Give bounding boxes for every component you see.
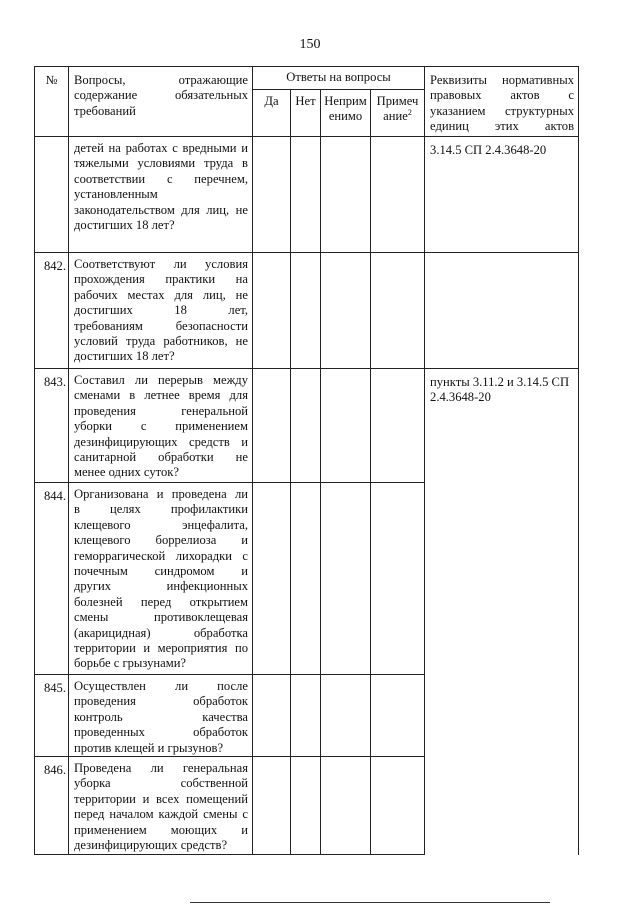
- header-yes: Да: [253, 90, 291, 137]
- question-line: смены противоклещевая: [74, 610, 248, 625]
- requisites-cell: [425, 369, 579, 483]
- header-not-applicable: Неприм енимо: [321, 90, 371, 137]
- answer-note-cell: [371, 757, 425, 855]
- question-line: (акарицидная) обработка: [74, 625, 248, 640]
- question-line: детей на работах с вредными и: [74, 141, 248, 155]
- row-number: 843.: [35, 369, 69, 483]
- question-line: борьбе с грызунами?: [74, 656, 187, 671]
- answer-note-cell: [371, 253, 425, 369]
- question-line: соответствии с перечнем,: [74, 171, 248, 186]
- answer-yes-cell: [253, 757, 291, 855]
- answer-yes-cell: [253, 369, 291, 483]
- answer-no-cell: [291, 757, 321, 855]
- question-line: уборка собственной: [74, 776, 248, 791]
- question-line: геморрагической лихорадки с: [74, 548, 248, 563]
- question-line: Организована и проведена ли: [74, 487, 248, 501]
- question-line: проведенных обработок: [74, 725, 248, 740]
- row-number: 846.: [35, 757, 69, 855]
- question-line: установленным: [74, 187, 158, 202]
- question-cell: [69, 137, 253, 253]
- question-line: законодательством для лиц, не: [74, 202, 248, 217]
- answer-yes-cell: [253, 253, 291, 369]
- answer-note-cell: [371, 137, 425, 253]
- answer-not-applicable-cell: [321, 675, 371, 757]
- question-line: Составил ли перерыв между: [74, 373, 248, 387]
- requisites-cell: [425, 675, 579, 757]
- answer-not-applicable-cell: [321, 253, 371, 369]
- question-line: контроль качества: [74, 709, 248, 724]
- question-line: Соответствуют ли условия: [74, 257, 248, 271]
- question-line: требованиям безопасности: [74, 318, 248, 333]
- question-line: против клещей и грызунов?: [74, 740, 224, 755]
- requisites-text: 3.14.5 СП 2.4.3648-20: [430, 143, 547, 157]
- requisites-cell: [425, 757, 579, 855]
- answer-not-applicable-cell: [321, 757, 371, 855]
- answer-no-cell: [291, 137, 321, 253]
- question-cell: [69, 253, 253, 369]
- question-cell: [69, 483, 253, 675]
- question-line: клещевого энцефалита,: [74, 517, 248, 532]
- answer-no-cell: [291, 253, 321, 369]
- header-answers-group: Ответы на вопросы: [253, 67, 425, 90]
- header-num: №: [35, 67, 69, 137]
- question-line: сменами в летнее время для: [74, 388, 248, 403]
- row-number: 842.: [35, 253, 69, 369]
- question-line: применением моющих и: [74, 822, 248, 837]
- question-line: в целях профилактики: [74, 502, 248, 517]
- row-number: 844.: [35, 483, 69, 675]
- header-note-label: Примеч ание: [376, 94, 419, 124]
- requisites-cell: [425, 483, 579, 675]
- question-cell: [69, 675, 253, 757]
- footer-rule: [190, 902, 550, 903]
- header-note-footnote: 2: [407, 108, 412, 118]
- question-line: территории и мероприятия по: [74, 641, 248, 656]
- answer-no-cell: [291, 369, 321, 483]
- table-row: [35, 369, 579, 483]
- table-row: [35, 137, 579, 253]
- question-line: территории и всех помещений: [74, 791, 248, 806]
- table-row: [35, 483, 579, 675]
- page-number: 150: [299, 37, 321, 52]
- table-row: [35, 757, 579, 855]
- answer-no-cell: [291, 675, 321, 757]
- question-line: других инфекционных: [74, 579, 248, 594]
- question-line: тяжелыми условиями труда в: [74, 156, 248, 171]
- requisites-cell: [425, 253, 579, 369]
- question-line: Осуществлен ли после: [74, 679, 248, 693]
- row-number: [35, 137, 69, 253]
- question-line: прохождения практики на: [74, 272, 248, 287]
- answer-not-applicable-cell: [321, 369, 371, 483]
- question-cell: [69, 369, 253, 483]
- answer-yes-cell: [253, 137, 291, 253]
- question-line: рабочих местах для лиц, не: [74, 287, 248, 302]
- answer-yes-cell: [253, 483, 291, 675]
- answer-not-applicable-cell: [321, 137, 371, 253]
- question-line: достигших 18 лет,: [74, 303, 248, 318]
- question-line: дезинфицирующих средств?: [74, 838, 228, 853]
- question-line: достигших 18 лет?: [74, 218, 175, 233]
- header-no: Нет: [291, 90, 321, 137]
- answer-not-applicable-cell: [321, 483, 371, 675]
- answer-note-cell: [371, 483, 425, 675]
- answer-note-cell: [371, 369, 425, 483]
- question-line: клещевого боррелиоза и: [74, 533, 248, 548]
- requisites-text: пункты 3.11.2 и 3.14.5 СП 2.4.3648-20: [430, 375, 570, 405]
- question-line: проведения генеральной: [74, 403, 248, 418]
- question-line: условий труда работников, не: [74, 334, 248, 349]
- question-cell: [69, 757, 253, 855]
- question-line: дезинфицирующих средств и: [74, 434, 248, 449]
- table-row: [35, 675, 579, 757]
- table-body: [35, 137, 579, 855]
- question-line: почечным синдромом и: [74, 564, 248, 579]
- answer-no-cell: [291, 483, 321, 675]
- answer-note-cell: [371, 675, 425, 757]
- requisites-cell: [425, 137, 579, 253]
- question-line: болезней перед открытием: [74, 594, 248, 609]
- header-row: [35, 67, 579, 90]
- header-requisites: Реквизиты нормативных правовых актов с указанием структурных единиц этих актов: [425, 67, 579, 137]
- header-questions: Вопросы, отражающие содержание обязательных требований: [69, 67, 253, 137]
- row-number: 845.: [35, 675, 69, 757]
- checklist-table: [34, 66, 579, 855]
- question-line: санитарной обработки не: [74, 450, 248, 465]
- answer-yes-cell: [253, 675, 291, 757]
- question-line: перед началом каждой смены с: [74, 807, 248, 822]
- question-line: Проведена ли генеральная: [74, 761, 248, 776]
- question-line: достигших 18 лет?: [74, 349, 175, 364]
- header-note: [371, 90, 425, 137]
- question-line: менее одних суток?: [74, 465, 179, 480]
- question-line: проведения обработок: [74, 694, 248, 709]
- question-line: уборки с применением: [74, 419, 248, 434]
- table-row: [35, 253, 579, 369]
